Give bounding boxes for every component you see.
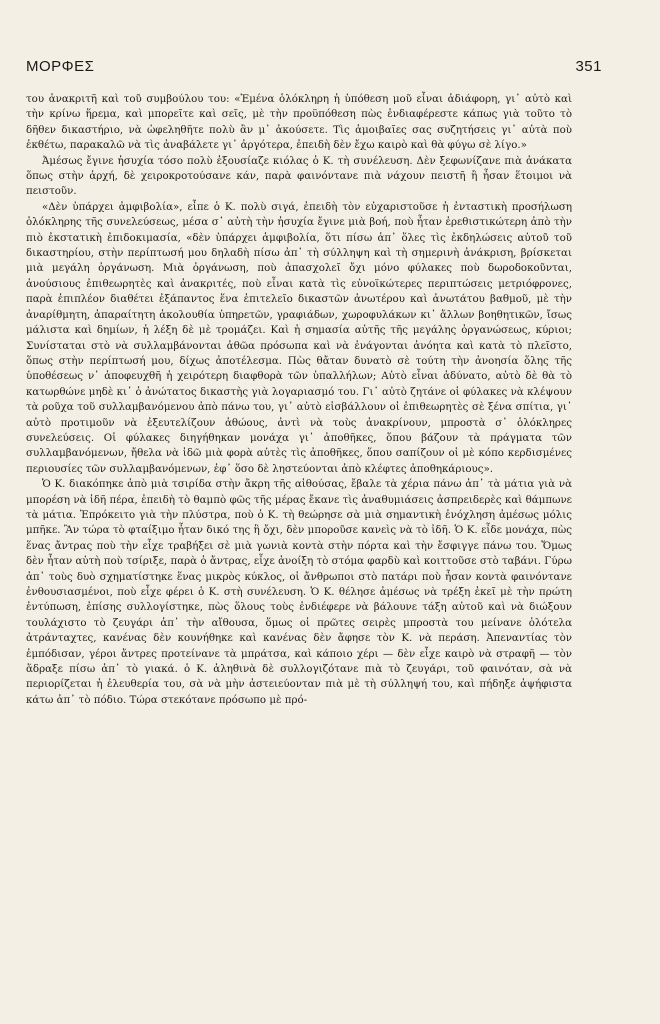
body-text: [26, 92, 572, 708]
journal-title: ΜΟΡΦΕΣ: [26, 58, 95, 75]
paragraph: Ἀμέσως ἔγινε ἡσυχία τόσο πολὺ ἐξουσίαζε κιόλας ὁ Κ. τὴ συνέλευση. Δὲν ξεφωνίζανε πιὰ ἀνάκατα ὅπως στὴν ἀρχή, δὲ χειροκροτούσανε κάν, παρὰ φαινόντανε πιὰ νάχουν πειστῆ ἢ ἦσαν ἕτοιμοι νὰ πειστοῦν.: [26, 154, 572, 198]
paragraph: του ἀνακριτῆ καὶ τοῦ συμβούλου του: «Ἐμένα ὁλόκληρη ἡ ὑπόθεση μοῦ εἶναι ἀδιάφορη, γι᾽ αὐτὸ καὶ τὴν κρίνω ἥρεμα, καὶ μπορεῖτε καὶ σεῖς, μὲ τὴν προϋπόθεση πὼς ἐνδιαφέρεστε κάπως γιὰ τοῦτο τὸ δῆθεν δικαστήριο, νὰ ὠφεληθῆτε πολὺ ἂν μ᾽ ἀκούσετε. Τὶς ἀμοιβαῖες σας συζητήσεις γι᾽ αὐτὰ ποὺ ἐκθέτω, παρακαλῶ νὰ τὶς ἀναβάλετε γι᾽ ἀργότερα, ἐπειδὴ δὲν ἔχω καιρὸ καὶ θὰ φύγω σὲ λίγο.»: [26, 93, 572, 152]
page-number: 351: [575, 58, 602, 75]
paragraph: «Δὲν ὑπάρχει ἀμφιβολία», εἶπε ὁ Κ. πολὺ σιγά, ἐπειδὴ τὸν εὐχαριστοῦσε ἡ ἐνταστικὴ προσήλωση ὁλόκληρης τῆς συνελεύσεως, μέσα σ᾽ αὐτὴ τὴν ἡσυχία ἔγινε μιὰ βοή, ποὺ ἦταν ἐρεθιστικώτερη ἀπὸ τὴν πιὸ ἐκστατικὴ ἐπιδοκιμασία, «δὲν ὑπάρχει ἀμφιβολία, ὅτι πίσω ἀπ᾽ ὅλες τὶς ἐκδηλώσεις αὐτοῦ τοῦ δικαστηρίου, στὴν περίπτωσή μου δηλαδὴ πίσω ἀπ᾽ τὴ σύλληψη καὶ τὴ σημερινὴ ἀνάκριση, βρίσκεται μιὰ μεγάλη ὀργάνωση. Μιὰ ὀργάνωση, ποὺ ἀπασχολεῖ ὄχι μόνο φύλακες ποὺ δωροδοκοῦνται, ἀνούσιους ἐπιθεωρητὲς καὶ ἀνακριτές, ποὺ εἶναι κατὰ τὶς εὐνοϊκώτερες περιπτώσεις μετριόφρονες, παρὰ ἐπιπλέον διαθέτει ἐξάπαντος ἕνα ἐπιτελεῖο δικαστῶν ἀνωτέρου καὶ ἀνωτάτου βαθμοῦ, μὲ τὴν ἀναρίθμητη, ἀπαραίτητη ἀκολουθία ὑπηρετῶν, γραφιάδων, χωροφυλάκων κι᾽ ἄλλων βοηθητικῶν, ἴσως μάλιστα καὶ δημίων, ἡ λέξη δὲ μὲ τρομάζει. Καὶ ἡ σημασία αὐτῆς τῆς μεγάλης ὀργανώσεως, κύριοι; Συνίσταται στὸ νὰ συλλαμβάνονται ἀθῶα πρόσωπα καὶ νὰ ἐνάγονται ἀνόητα καὶ κατὰ τὸ πλεῖστο, ὅπως στὴν περίπτωσή μου, δίχως ἀποτέλεσμα. Πὼς θἄταν δυνατὸ σὲ τούτη τὴν ἀνοησία ὅλης τῆς ὑποθέσεως ν᾽ ἀποφευχθῆ ἡ χειρότερη διαφθορὰ τῶν ὑπαλλήλων; Αὐτὸ εἶναι ἀδύνατο, αὐτὸ δὲ θὰ τὸ κατωρθώνε μηδὲ κι᾽ ὁ ἀνώτατος δικαστὴς γιὰ λογαριασμό του. Γι᾽ αὐτὸ ζητάνε οἱ φύλακες νὰ κλέψουν τὰ ροῦχα τοῦ συλλαμβανόμενου ἀπὸ πάνω του, γι᾽ αὐτὸ εἰσβάλλουν οἱ ἐπιθεωρητὲς σὲ ξένα σπίτια, γι᾽ αὐτὸ προτιμοῦν νὰ ἐξευτελίζουν ἀθώους, ἀντὶ νὰ τοὺς ἀνακρίνουν, μπροστὰ σ᾽ ὁλόκληρες συνελεύσεις. Οἱ φύλακες διηγήθηκαν μονάχα γι᾽ ἀποθῆκες, ὅπου βάζουν τὰ πράγματα τῶν συλλαμβανόμενων, ἤθελα νὰ ἰδῶ μιὰ φορὰ αὐτὲς τὶς ἀποθῆκες, ὅπου σαπίζουν οἱ μὲ κόπο κερδισμένες περιουσίες τῶν συλλαμβανόμενων, ἐφ᾽ ὅσο δὲ ληστεύονται ἀπὸ κλέφτες ἀποθηκάριους».: [26, 200, 572, 475]
running-head: [26, 58, 602, 75]
paragraph: Ὁ Κ. διακόπηκε ἀπὸ μιὰ τσιρίδα στὴν ἄκρη τῆς αἰθούσας, ἔβαλε τὰ χέρια πάνω ἀπ᾽ τὰ μάτια γιὰ νὰ μπορέση νὰ ἰδῆ πέρα, ἐπειδὴ τὸ θαμπὸ φῶς τῆς μέρας ἔκανε τὶς ἀναθυμιάσεις ἀσπρειδερὲς καὶ θάμπωνε τὰ μάτια. Ἐπρόκειτο γιὰ τὴν πλύστρα, ποὺ ὁ Κ. τὴ θεώρησε σὰ μιὰ σημαντικὴ ἐνόχληση ἀμέσως μόλις μπῆκε. Ἂν τώρα τὸ φταίξιμο ἦταν δικό της ἢ ὄχι, δὲν μποροῦσε κανεὶς νὰ τὸ ἰδῆ. Ὁ Κ. εἶδε μονάχα, πὼς ἕνας ἄντρας ποὺ τὴν εἶχε τραβήξει σὲ μιὰ γωνιὰ κοντὰ στὴν πόρτα καὶ τὴν ἔσφιγγε πάνω του. Ὅμως δὲν ἦταν αὐτὴ ποὺ τσίριξε, παρὰ ὁ ἄντρας, εἶχε ἀνοίξη τὸ στόμα φαρδὺ καὶ κοιττοῦσε στὸ ταβάνι. Γύρω ἀπ᾽ τοὺς δυὸ σχηματίστηκε ἕνας μικρὸς κύκλος, οἱ ἄνθρωποι στὸ πατάρι ποὺ ἦσαν κοντὰ φαινόντανε ἐνθουσιασμένοι, ποὺ εἶχε φέρει ὁ Κ. στὴ συνέλευση. Ὁ Κ. θέλησε ἀμέσως νὰ τρέξη ἐκεῖ μὲ τὴν πρώτη ἐντύπωση, ἐπίσης συλλογίστηκε, πὼς ὅλους τοὺς ἐνδιέφερε νὰ βάλουνε τάξη αὐτοῦ καὶ νὰ διώξουν τουλάχιστο τὸ ζευγάρι ἀπ᾽ τὴν αἴθουσα, ὅμως οἱ πρῶτες σειρὲς μπροστὰ του μείνανε ὁλότελα ἀτράνταχτες, κανένας δὲν κουνήθηκε καὶ κανένας δὲν ἄφησε τὸν Κ. νὰ περάση. Ἀπεναντίας τὸν ἐμπόδισαν, γέροι ἄντρες προτείνανε τὰ μπράτσα, καὶ κάποιο χέρι — δὲν εἶχε καιρὸ νὰ στραφῆ — τὸν ἅδραξε πίσω ἀπ᾽ τὸ γιακά. ὁ Κ. ἀληθινὰ δὲ συλλογιζότανε πιὰ τὸ ζευγάρι, τοῦ φαινόταν, σὰ νὰ περιορίζεται ἡ ἐλευθερία του, σὰ νὰ μὴν ἀστειεύονταν πιὰ μὲ τὴ σύλληψή του, καὶ πήδηξε ἀψήφιστα κάτω ἀπ᾽ τὸ πόδιο. Τώρα στεκότανε πρόσωπο μὲ πρό-: [26, 478, 572, 706]
